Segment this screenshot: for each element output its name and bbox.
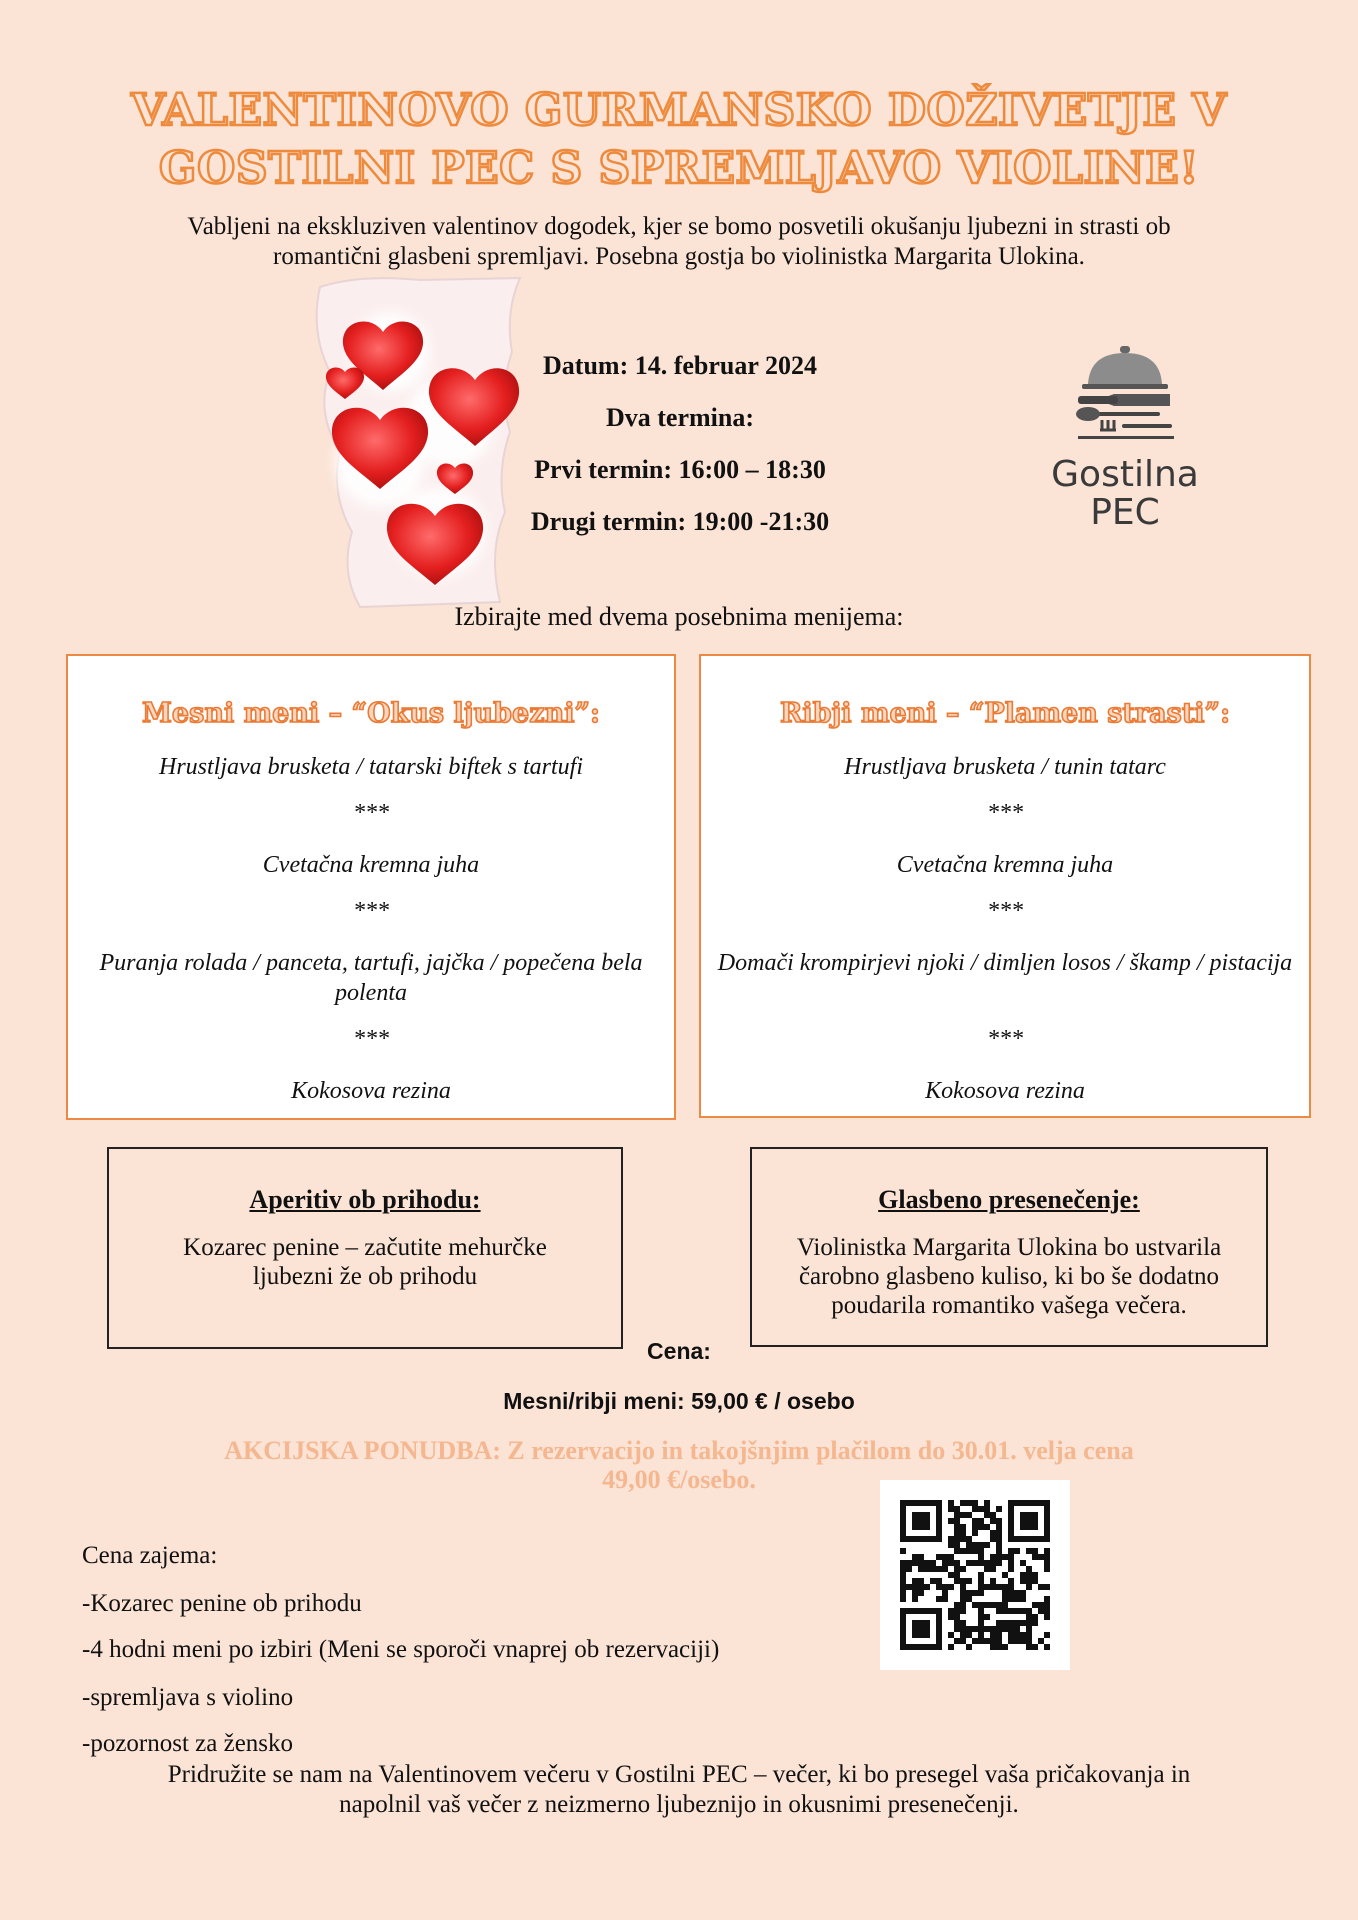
event-slot-1: Prvi termin: 16:00 – 18:30 — [534, 455, 826, 484]
course-separator: *** — [353, 800, 389, 826]
meat-menu-card — [66, 654, 676, 1120]
closing-line-2: napolnil vaš večer z neizmerno ljubeznijo in okusnimi presenečenji. — [339, 1791, 1019, 1818]
event-info — [490, 340, 870, 548]
includes-item: -4 hodni meni po izbiri (Meni se sporoči vnaprej ob rezervaciji) — [82, 1636, 720, 1663]
course-separator: *** — [987, 898, 1023, 924]
cloche-cutlery-icon — [1070, 340, 1180, 452]
intro-text — [100, 212, 1258, 272]
meat-menu-title: Mesni meni – “Okus ljubezni”: — [142, 698, 600, 729]
title-line-1: VALENTINOVO GURMANSKO DOŽIVETJE V — [131, 85, 1227, 136]
fish-course-3: Domači krompirjevi njoki / dimljen losos / škamp / pistacija — [717, 950, 1293, 976]
logo-text-line-2: PEC — [1090, 492, 1160, 533]
meat-course-2: Cvetačna kremna juha — [262, 852, 480, 878]
qr-code[interactable] — [880, 1480, 1070, 1670]
music-line-1: Violinistka Margarita Ulokina bo ustvarila — [796, 1234, 1222, 1261]
intro-line-1: Vabljeni na ekskluziven valentinov dogodek, kjer se bomo posvetili okušanju ljubezni in strasti ob — [187, 213, 1171, 240]
logo-text-line-1: Gostilna — [1051, 454, 1199, 495]
page-title — [60, 82, 1298, 198]
menu-choice-text: Izbirajte med dvema posebnima menijema: — [454, 602, 904, 631]
promo-line-1: AKCIJSKA PONUDBA: Z rezervacijo in takojšnjim plačilom do 30.01. velja cena — [224, 1436, 1134, 1465]
fish-menu-title: Ribji meni – “Plamen strasti”: — [779, 698, 1231, 729]
includes-item: -pozornost za žensko — [82, 1730, 294, 1757]
fish-course-4: Kokosova rezina — [925, 1078, 1085, 1104]
includes-item: -spremljava s violino — [82, 1684, 294, 1711]
qr-code-image — [880, 1480, 1070, 1670]
restaurant-logo — [1040, 340, 1210, 532]
course-separator: *** — [987, 800, 1023, 826]
aperitif-box — [107, 1147, 623, 1349]
event-date: Datum: 14. februar 2024 — [543, 351, 817, 380]
music-title: Glasbeno presenečenje: — [878, 1185, 1140, 1214]
meat-course-3-line-1: Puranja rolada / panceta, tartufi, jajčka / popečena bela — [99, 950, 643, 976]
aperitif-title: Aperitiv ob prihodu: — [249, 1185, 481, 1214]
course-separator: *** — [987, 1026, 1023, 1052]
title-line-2: GOSTILNI PEC S SPREMLJAVO VIOLINE! — [158, 143, 1200, 194]
event-slots-label: Dva termina: — [605, 403, 754, 432]
event-slot-2: Drugi termin: 19:00 -21:30 — [530, 507, 830, 536]
music-line-3: poudarila romantiko vašega večera. — [831, 1292, 1187, 1319]
meat-course-3-line-2: polenta — [335, 980, 407, 1006]
includes-item: -Kozarec penine ob prihodu — [82, 1590, 362, 1617]
closing-text — [100, 1760, 1258, 1820]
price-value: Mesni/ribji meni: 59,00 € / osebo — [503, 1388, 855, 1414]
music-text — [752, 1233, 1266, 1320]
includes-label: Cena zajema: — [82, 1542, 218, 1569]
closing-line-1: Pridružite se nam na Valentinovem večeru v Gostilni PEC – večer, ki bo presegel vaša pričakovanja in — [167, 1761, 1191, 1788]
meat-course-4: Kokosova rezina — [291, 1078, 451, 1104]
music-surprise-box — [750, 1147, 1268, 1347]
aperitif-text — [109, 1233, 621, 1291]
course-separator: *** — [353, 1026, 389, 1052]
fish-menu-card — [699, 654, 1311, 1118]
fish-course-1: Hrustljava brusketa / tunin tatarc — [844, 754, 1166, 780]
fish-course-2: Cvetačna kremna juha — [896, 852, 1114, 878]
music-line-2: čarobno glasbeno kuliso, ki bo še dodatno — [798, 1263, 1220, 1290]
aperitif-line-2: ljubezni že ob prihodu — [252, 1263, 478, 1290]
price-label: Cena: — [647, 1338, 711, 1364]
promo-line-2: 49,00 €/osebo. — [602, 1465, 756, 1494]
intro-line-2: romantični glasbeni spremljavi. Posebna gostja bo violinistka Margarita Ulokina. — [273, 243, 1085, 270]
aperitif-line-1: Kozarec penine – začutite mehurčke — [183, 1234, 547, 1261]
meat-course-1: Hrustljava brusketa / tatarski biftek s tartufi — [159, 754, 583, 780]
course-separator: *** — [353, 898, 389, 924]
